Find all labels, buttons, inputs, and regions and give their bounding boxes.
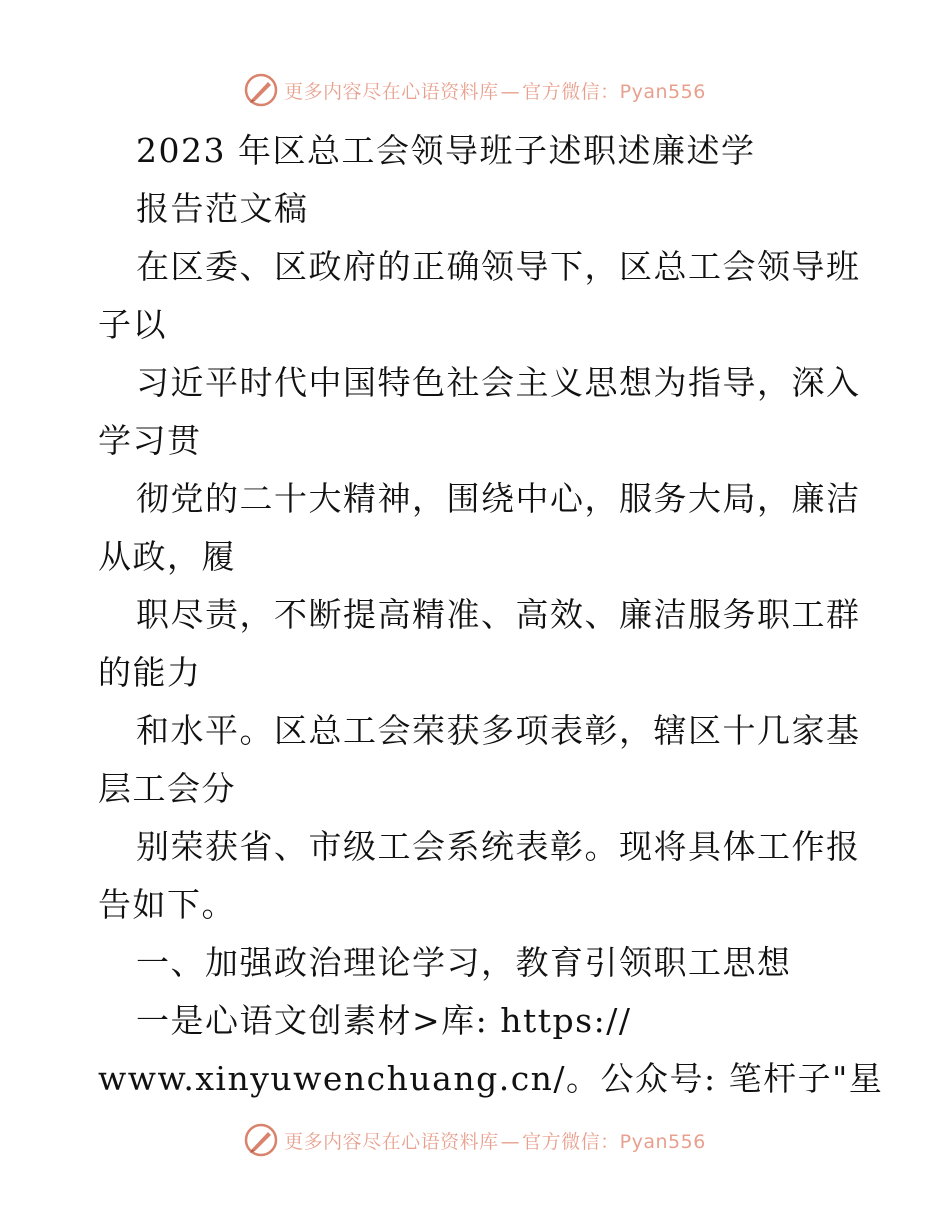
header-watermark xyxy=(0,70,950,110)
document-line: 学习贯 xyxy=(98,421,202,460)
document-line: 层工会分 xyxy=(98,769,236,808)
document-line: www.xinyuwenchuang.cn/。公众号: 笔杆子"星 xyxy=(98,1059,884,1098)
pen-logo-icon xyxy=(244,73,278,107)
document-line: 的能力 xyxy=(98,653,202,692)
pen-logo-icon xyxy=(244,1123,278,1157)
document-line: 一、加强政治理论学习，教育引领职工思想 xyxy=(136,943,792,982)
document-line: 职尽责，不断提高精准、高效、廉洁服务职工群 xyxy=(136,595,861,634)
watermark-text: 更多内容尽在心语资料库 — 官方微信：Pyan556 xyxy=(284,80,706,103)
document-line: 和水平。区总工会荣获多项表彰，辖区十几家基 xyxy=(136,711,861,750)
document-line: 告如下。 xyxy=(98,885,236,924)
document-line: 报告范文稿 xyxy=(136,189,309,228)
footer-watermark xyxy=(0,1120,950,1160)
document-body xyxy=(98,122,884,1108)
document-line: 别荣获省、市级工会系统表彰。现将具体工作报 xyxy=(136,827,861,866)
document-line: 2023 年区总工会领导班子述职述廉述学 xyxy=(136,131,756,170)
document-line: 子以 xyxy=(98,305,167,344)
document-line: 一是心语文创素材>库: https:// xyxy=(136,1001,632,1040)
document-line: 习近平时代中国特色社会主义思想为指导，深入 xyxy=(136,363,861,402)
watermark-text: 更多内容尽在心语资料库 — 官方微信：Pyan556 xyxy=(284,1130,706,1153)
document-line: 在区委、区政府的正确领导下，区总工会领导班 xyxy=(136,247,861,286)
document-line: 从政，履 xyxy=(98,537,236,576)
document-line: 彻党的二十大精神，围绕中心，服务大局，廉洁 xyxy=(136,479,861,518)
